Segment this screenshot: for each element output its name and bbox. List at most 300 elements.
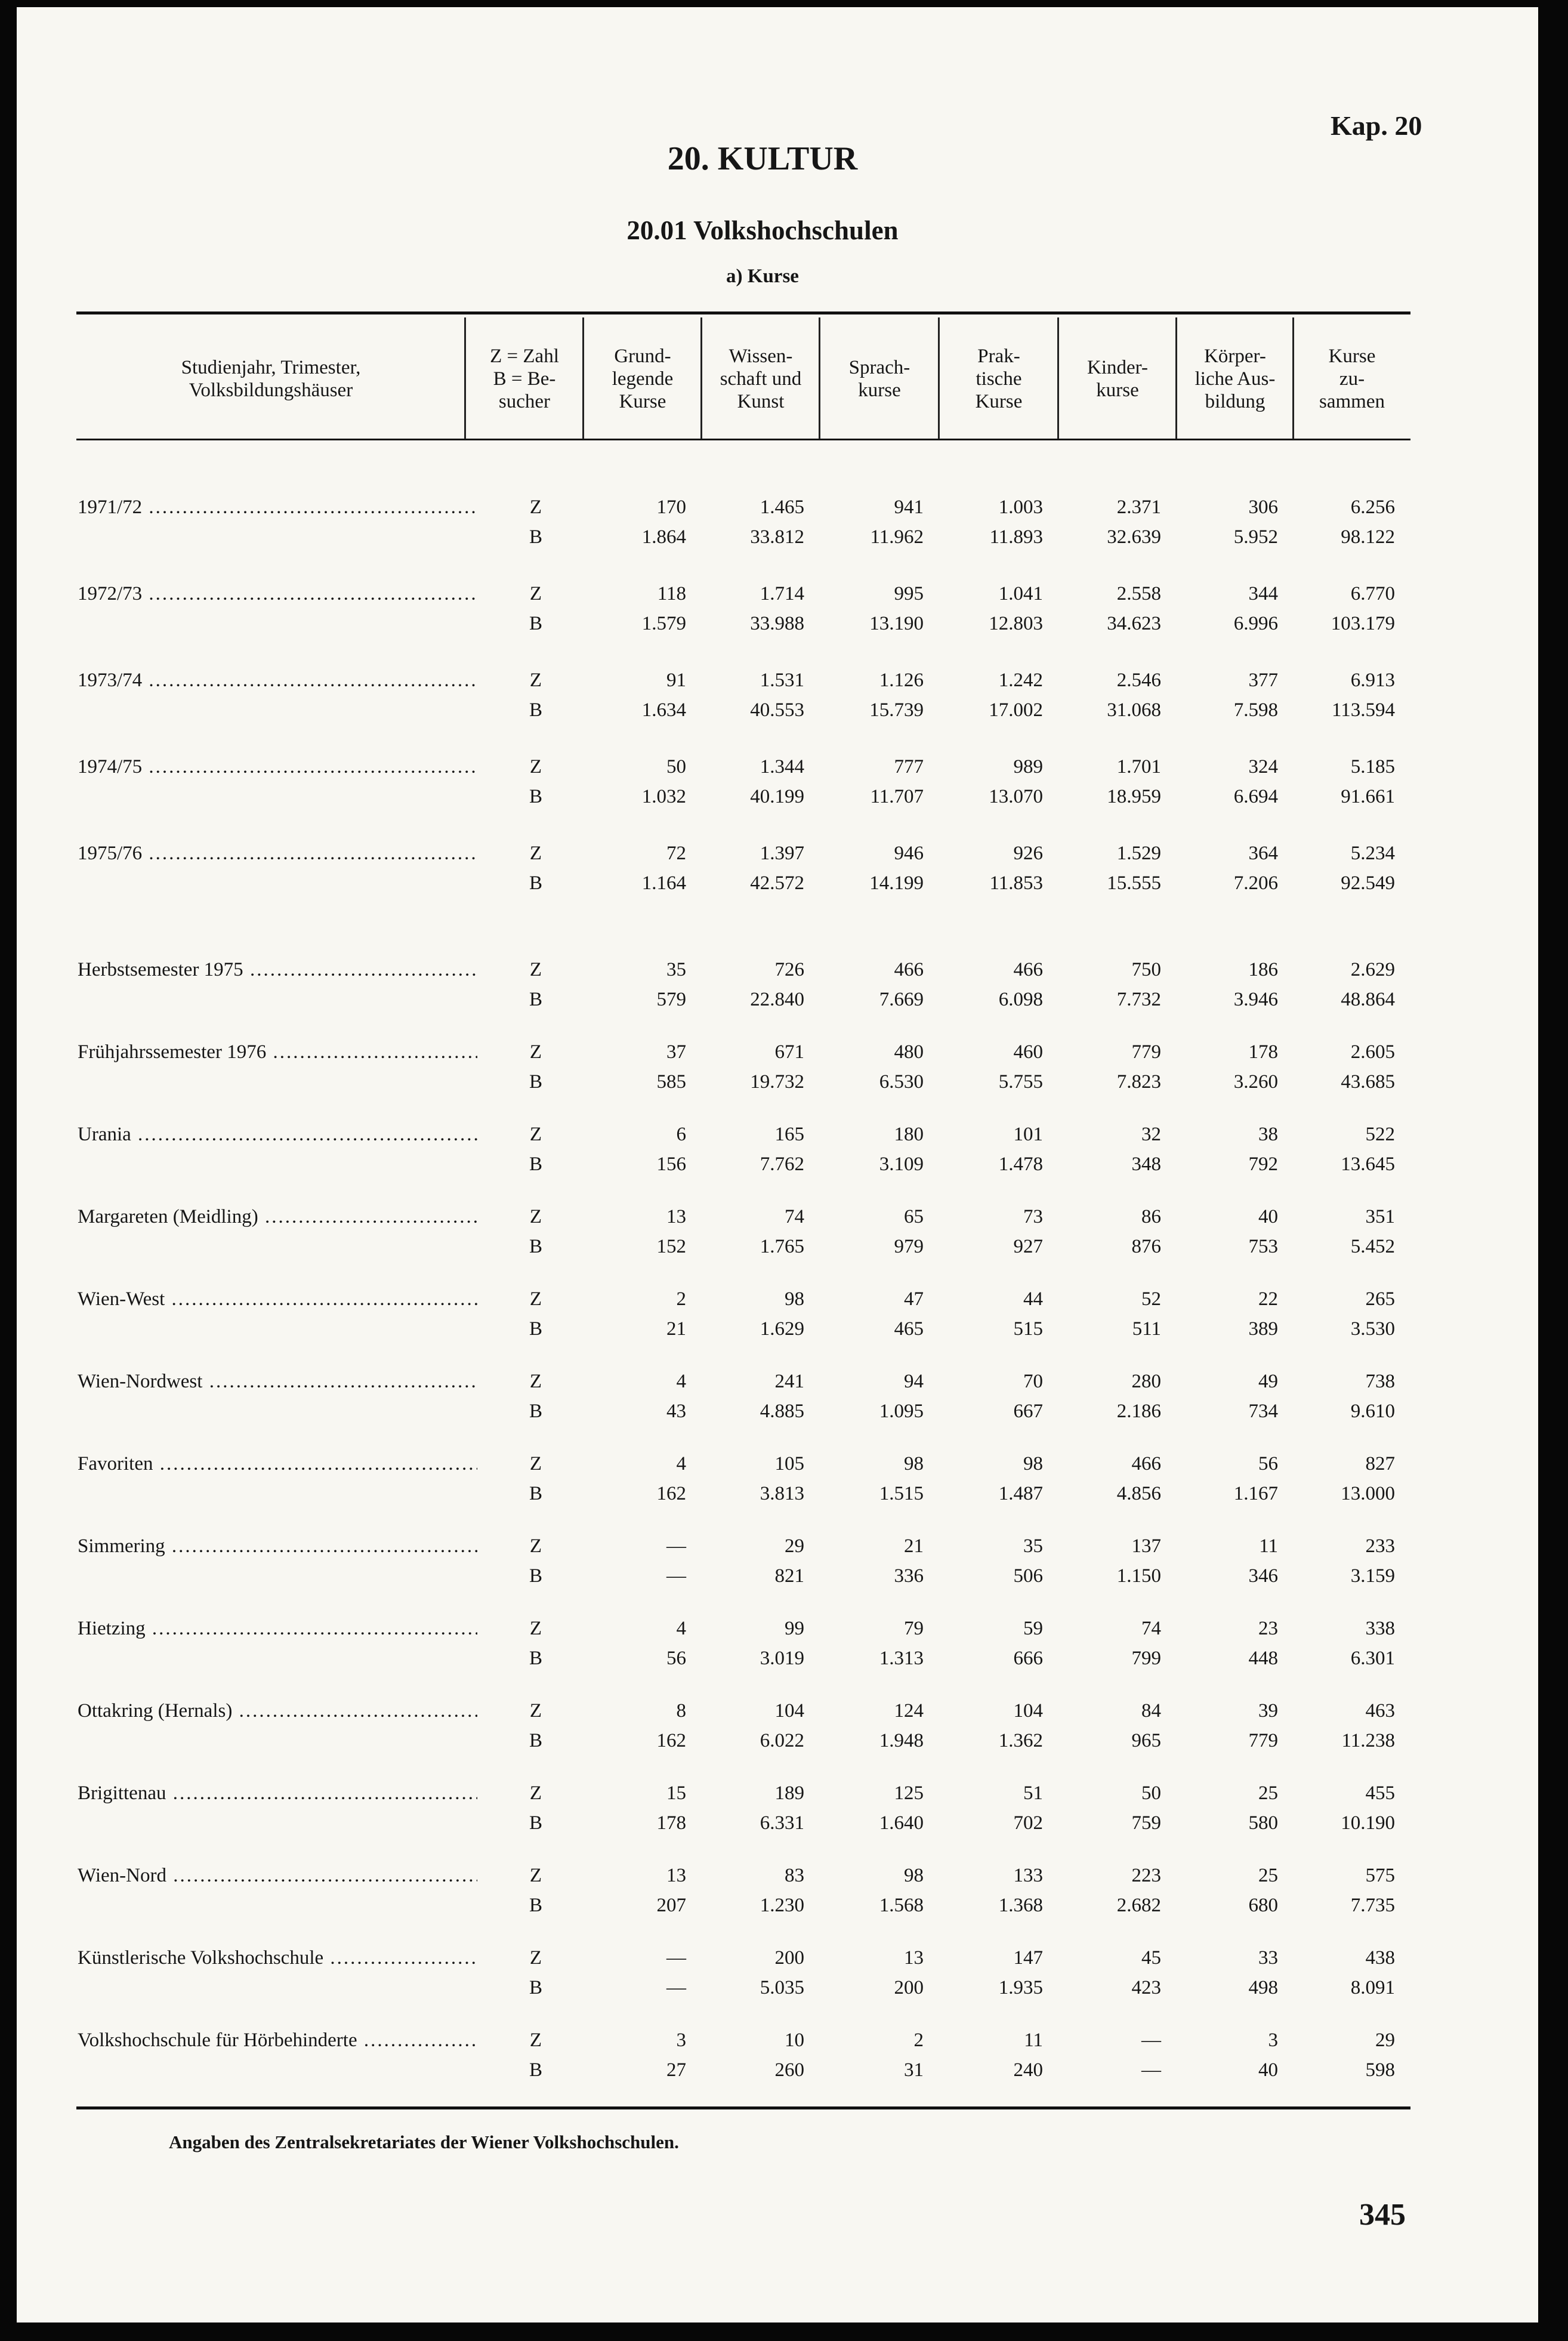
table-cell: 200: [774, 1947, 804, 1969]
zb-indicator: Z: [529, 1535, 542, 1557]
table-cell: 4.856: [1116, 1483, 1161, 1504]
row-label: [78, 1204, 477, 1230]
table-cell: 113.594: [1331, 699, 1395, 721]
table-cell: 59: [1023, 1618, 1043, 1639]
zb-indicator: Z: [529, 583, 542, 604]
table-cell: 448: [1248, 1648, 1278, 1669]
table-cell: 995: [894, 583, 924, 604]
column-header-1: Z = Zahl B = Be- sucher: [490, 346, 559, 412]
table-cell: 31: [904, 2059, 924, 2081]
table-cell: 7.206: [1233, 872, 1278, 894]
column-header-7: Körper- liche Aus- bildung: [1194, 346, 1276, 412]
table-cell: 72: [666, 843, 686, 864]
row-label-text: Ottakring (Hernals): [78, 1700, 233, 1722]
table-cell: 152: [656, 1236, 686, 1257]
table-cell: 170: [656, 496, 686, 518]
table-cell: 32: [1141, 1124, 1161, 1145]
table-cell: 3.530: [1350, 1318, 1395, 1340]
table-cell: 74: [1141, 1618, 1161, 1639]
table-cell: 1.529: [1116, 843, 1161, 864]
table-cell: 98: [1023, 1453, 1043, 1475]
table-cell: 98.122: [1341, 526, 1395, 548]
table-cell: 7.732: [1116, 989, 1161, 1010]
row-label-text: Künstlerische Volkshochschule: [78, 1947, 324, 1969]
column-header-5: Prak- tische Kurse: [975, 346, 1023, 412]
table-cell: 377: [1248, 670, 1278, 691]
table-cell: 827: [1365, 1453, 1395, 1475]
table-cell: 7.669: [879, 989, 924, 1010]
table-cell: 12.803: [989, 613, 1043, 634]
leader-dots: [142, 843, 477, 864]
leader-dots: [146, 1618, 477, 1639]
header-bottom-rule: [76, 439, 1410, 440]
column-divider: [700, 317, 702, 439]
table-cell: 13.000: [1341, 1483, 1395, 1504]
table-cell: 344: [1248, 583, 1278, 604]
zb-indicator: B: [529, 1730, 542, 1751]
table-cell: 14.199: [869, 872, 924, 894]
table-cell: 9.610: [1350, 1401, 1395, 1422]
table-cell: 799: [1131, 1648, 1161, 1669]
table-cell: 1.765: [760, 1236, 804, 1257]
table-cell: —: [666, 1535, 686, 1557]
row-label: [78, 667, 477, 693]
table-cell: 3.946: [1233, 989, 1278, 1010]
leader-dots: [357, 2030, 477, 2051]
table-cell: 180: [894, 1124, 924, 1145]
table-cell: 162: [656, 1483, 686, 1504]
table-cell: 3.159: [1350, 1565, 1395, 1587]
row-label-text: 1975/76: [78, 843, 143, 864]
table-cell: 86: [1141, 1206, 1161, 1227]
zb-indicator: B: [529, 1153, 542, 1175]
leader-dots: [266, 1041, 477, 1063]
table-cell: 178: [1248, 1041, 1278, 1063]
table-cell: 1.629: [760, 1318, 804, 1340]
table-cell: 5.952: [1233, 526, 1278, 548]
table-cell: 83: [785, 1865, 804, 1886]
zb-indicator: Z: [529, 1206, 542, 1227]
leader-dots: [142, 583, 477, 604]
row-label: [78, 1615, 477, 1642]
table-cell: 1.003: [998, 496, 1043, 518]
leader-dots: [165, 1535, 477, 1557]
zb-indicator: B: [529, 1318, 542, 1340]
column-header-2: Grund- legende Kurse: [612, 346, 674, 412]
table-cell: 1.487: [998, 1483, 1043, 1504]
column-divider: [819, 317, 820, 439]
table-cell: 759: [1131, 1812, 1161, 1834]
table-cell: 5.234: [1350, 843, 1395, 864]
table-cell: 1.568: [879, 1895, 924, 1916]
table-cell: 11.238: [1341, 1730, 1395, 1751]
table-cell: 50: [1141, 1782, 1161, 1804]
row-label: [78, 2027, 477, 2053]
table-cell: 1.634: [641, 699, 686, 721]
table-cell: 33: [1258, 1947, 1278, 1969]
table-cell: 19.732: [750, 1071, 804, 1093]
table-cell: 17.002: [989, 699, 1043, 721]
table-cell: 979: [894, 1236, 924, 1257]
table-cell: 91: [666, 670, 686, 691]
table-cell: 13.645: [1341, 1153, 1395, 1175]
table-cell: 51: [1023, 1782, 1043, 1804]
table-cell: 498: [1248, 1977, 1278, 1998]
table-cell: 162: [656, 1730, 686, 1751]
table-cell: 2: [676, 1288, 686, 1310]
table-cell: 2.682: [1116, 1895, 1161, 1916]
leader-dots: [323, 1947, 477, 1969]
table-cell: 7.598: [1233, 699, 1278, 721]
table-cell: 94: [904, 1371, 924, 1392]
zb-indicator: Z: [529, 1371, 542, 1392]
table-cell: 2.546: [1116, 670, 1161, 691]
table-cell: 13.070: [989, 786, 1043, 807]
table-cell: 13.190: [869, 613, 924, 634]
table-cell: 35: [1023, 1535, 1043, 1557]
table-cell: 101: [1013, 1124, 1043, 1145]
table-cell: 779: [1131, 1041, 1161, 1063]
row-label: [78, 1533, 477, 1559]
column-header-8: Kurse zu- sammen: [1319, 346, 1385, 412]
table-cell: 3.019: [760, 1648, 804, 1669]
table-cell: 165: [774, 1124, 804, 1145]
table-cell: —: [666, 1977, 686, 1998]
leader-dots: [165, 1288, 477, 1310]
table-cell: 280: [1131, 1371, 1161, 1392]
row-label-text: Hietzing: [78, 1618, 146, 1639]
table-cell: 103.179: [1331, 613, 1395, 634]
table-cell: 11: [1259, 1535, 1278, 1557]
table-cell: 32.639: [1107, 526, 1161, 548]
row-label: [78, 1121, 477, 1148]
table-cell: 11.707: [870, 786, 924, 807]
table-cell: 2: [913, 2030, 924, 2051]
zb-indicator: B: [529, 1071, 542, 1093]
table-cell: 39: [1258, 1700, 1278, 1722]
table-cell: 348: [1131, 1153, 1161, 1175]
table-cell: 22: [1258, 1288, 1278, 1310]
table-cell: 1.313: [879, 1648, 924, 1669]
table-cell: 3: [1268, 2030, 1278, 2051]
table-cell: 21: [666, 1318, 686, 1340]
table-cell: 11.853: [989, 872, 1043, 894]
table-cell: 777: [894, 756, 924, 778]
zb-indicator: B: [529, 699, 542, 721]
table-cell: 11.962: [870, 526, 924, 548]
row-label-text: Herbstsemester 1975: [78, 959, 243, 980]
row-label-text: Volkshochschule für Hörbehinderte: [78, 2030, 357, 2051]
table-cell: 98: [904, 1453, 924, 1475]
column-divider: [582, 317, 584, 439]
table-cell: 1.126: [879, 670, 924, 691]
column-divider: [464, 317, 466, 439]
table-cell: 438: [1365, 1947, 1395, 1969]
table-cell: 233: [1365, 1535, 1395, 1557]
table-cell: 15.739: [869, 699, 924, 721]
table-cell: 466: [1131, 1453, 1161, 1475]
table-cell: 27: [666, 2059, 686, 2081]
table-cell: 7.823: [1116, 1071, 1161, 1093]
table-cell: 98: [904, 1865, 924, 1886]
zb-indicator: B: [529, 872, 542, 894]
column-divider: [938, 317, 940, 439]
leader-dots: [142, 496, 477, 518]
table-cell: 364: [1248, 843, 1278, 864]
row-label: [78, 840, 477, 866]
zb-indicator: B: [529, 613, 542, 634]
table-cell: 1.230: [760, 1895, 804, 1916]
column-header-3: Wissen- schaft und Kunst: [720, 346, 802, 412]
zb-indicator: B: [529, 1977, 542, 1998]
column-divider: [1292, 317, 1294, 439]
table-cell: 4: [676, 1453, 686, 1475]
zb-indicator: B: [529, 1565, 542, 1587]
table-cell: —: [666, 1947, 686, 1969]
table-bottom-rule: [76, 2106, 1410, 2109]
table-cell: 6.022: [760, 1730, 804, 1751]
table-cell: 92.549: [1341, 872, 1395, 894]
leader-dots: [142, 670, 477, 691]
row-label-text: Favoriten: [78, 1453, 153, 1475]
table-cell: 792: [1248, 1153, 1278, 1175]
table-cell: 4: [676, 1618, 686, 1639]
row-label: [78, 1039, 477, 1065]
table-cell: 15: [666, 1782, 686, 1804]
table-cell: 29: [785, 1535, 804, 1557]
table-cell: 118: [657, 583, 686, 604]
table-cell: 738: [1365, 1371, 1395, 1392]
table-cell: 5.755: [998, 1071, 1043, 1093]
table-cell: 79: [904, 1618, 924, 1639]
section-title: 20.01 Volkshochschulen: [626, 215, 899, 245]
table-cell: 1.041: [998, 583, 1043, 604]
row-label: [78, 1286, 477, 1312]
zb-indicator: Z: [529, 1453, 542, 1475]
table-cell: 13: [666, 1865, 686, 1886]
zb-indicator: B: [529, 2059, 542, 2081]
zb-indicator: B: [529, 1648, 542, 1669]
table-cell: 575: [1365, 1865, 1395, 1886]
table-cell: 1.701: [1116, 756, 1161, 778]
table-cell: 44: [1023, 1288, 1043, 1310]
table-cell: 124: [894, 1700, 924, 1722]
row-label: [78, 1451, 477, 1477]
table-cell: 1.397: [760, 843, 804, 864]
table-cell: 1.095: [879, 1401, 924, 1422]
row-label: [78, 754, 477, 780]
table-cell: 2.371: [1116, 496, 1161, 518]
table-cell: 6.256: [1350, 496, 1395, 518]
subsection-title: a) Kurse: [726, 266, 799, 287]
table-cell: 3.813: [760, 1483, 804, 1504]
table-cell: 946: [894, 843, 924, 864]
table-cell: 34.623: [1107, 613, 1161, 634]
row-label-text: Margareten (Meidling): [78, 1206, 258, 1227]
table-cell: 1.515: [879, 1483, 924, 1504]
table-cell: 40.199: [750, 786, 804, 807]
table-cell: 22.840: [750, 989, 804, 1010]
table-cell: 455: [1365, 1782, 1395, 1804]
table-cell: 147: [1013, 1947, 1043, 1969]
table-cell: 1.465: [760, 496, 804, 518]
table-cell: 726: [774, 959, 804, 980]
table-cell: 4: [676, 1371, 686, 1392]
table-cell: 42.572: [750, 872, 804, 894]
table-cell: 6.098: [998, 989, 1043, 1010]
table-cell: 40: [1258, 1206, 1278, 1227]
table-cell: 133: [1013, 1865, 1043, 1886]
table-cell: 137: [1131, 1535, 1161, 1557]
leader-dots: [166, 1782, 477, 1804]
table-cell: 1.242: [998, 670, 1043, 691]
table-cell: 5.185: [1350, 756, 1395, 778]
row-label-text: 1972/73: [78, 583, 143, 604]
table-cell: 480: [894, 1041, 924, 1063]
row-label-text: Frühjahrssemester 1976: [78, 1041, 267, 1063]
zb-indicator: B: [529, 989, 542, 1010]
table-cell: 40.553: [750, 699, 804, 721]
table-cell: 753: [1248, 1236, 1278, 1257]
page-title: 20. KULTUR: [667, 140, 858, 177]
table-cell: 579: [656, 989, 686, 1010]
table-cell: 29: [1375, 2030, 1395, 2051]
table-cell: 105: [774, 1453, 804, 1475]
table-cell: 99: [785, 1618, 804, 1639]
table-cell: 1.935: [998, 1977, 1043, 1998]
table-cell: 3.260: [1233, 1071, 1278, 1093]
table-cell: 38: [1258, 1124, 1278, 1145]
table-cell: 306: [1248, 496, 1278, 518]
table-cell: 876: [1131, 1236, 1161, 1257]
table-cell: 98: [785, 1288, 804, 1310]
page: [17, 7, 1538, 2323]
table-cell: 2.558: [1116, 583, 1161, 604]
table-cell: 13: [666, 1206, 686, 1227]
zb-indicator: Z: [529, 1618, 542, 1639]
table-cell: 463: [1365, 1700, 1395, 1722]
table-cell: 926: [1013, 843, 1043, 864]
zb-indicator: B: [529, 1401, 542, 1422]
row-label: [78, 1780, 477, 1806]
row-label-text: Simmering: [78, 1535, 165, 1557]
table-cell: —: [1141, 2030, 1161, 2051]
table-cell: 336: [894, 1565, 924, 1587]
table-cell: 6.331: [760, 1812, 804, 1834]
table-cell: 6.996: [1233, 613, 1278, 634]
table-cell: 74: [785, 1206, 804, 1227]
table-cell: 7.762: [760, 1153, 804, 1175]
table-cell: 671: [774, 1041, 804, 1063]
table-cell: 260: [774, 2059, 804, 2081]
row-label: [78, 581, 477, 607]
table-cell: 8.091: [1350, 1977, 1395, 1998]
table-cell: 1.948: [879, 1730, 924, 1751]
table-cell: 750: [1131, 959, 1161, 980]
table-cell: 223: [1131, 1865, 1161, 1886]
leader-dots: [153, 1453, 477, 1475]
table-cell: 6.913: [1350, 670, 1395, 691]
table-cell: 241: [774, 1371, 804, 1392]
row-label: [78, 1368, 477, 1395]
table-cell: 2.629: [1350, 959, 1395, 980]
row-label-text: 1973/74: [78, 670, 143, 691]
table-cell: 104: [1013, 1700, 1043, 1722]
table-cell: 265: [1365, 1288, 1395, 1310]
table-cell: 389: [1248, 1318, 1278, 1340]
table-cell: 6.301: [1350, 1648, 1395, 1669]
table-cell: 465: [894, 1318, 924, 1340]
column-header-6: Kinder- kurse: [1087, 357, 1148, 401]
leader-dots: [243, 959, 477, 980]
leader-dots: [166, 1865, 477, 1886]
table-cell: 466: [1013, 959, 1043, 980]
table-cell: 43.685: [1341, 1071, 1395, 1093]
table-cell: 10.190: [1341, 1812, 1395, 1834]
zb-indicator: Z: [529, 2030, 542, 2051]
table-cell: 941: [894, 496, 924, 518]
row-label: [78, 1945, 477, 1971]
table-cell: 21: [904, 1535, 924, 1557]
zb-indicator: Z: [529, 1041, 542, 1063]
table-cell: 8: [676, 1700, 686, 1722]
row-label-text: 1971/72: [78, 496, 143, 518]
table-cell: 52: [1141, 1288, 1161, 1310]
leader-dots: [142, 756, 477, 778]
table-cell: 25: [1258, 1865, 1278, 1886]
row-label-text: Urania: [78, 1124, 131, 1145]
row-label: [78, 1698, 477, 1724]
table-cell: 734: [1248, 1401, 1278, 1422]
zb-indicator: B: [529, 786, 542, 807]
table-cell: 47: [904, 1288, 924, 1310]
zb-indicator: Z: [529, 843, 542, 864]
table-cell: 70: [1023, 1371, 1043, 1392]
table-cell: 324: [1248, 756, 1278, 778]
source-note: Angaben des Zentralsekretariates der Wiener Volkshochschulen.: [169, 2132, 679, 2152]
zb-indicator: B: [529, 1236, 542, 1257]
zb-indicator: B: [529, 1483, 542, 1504]
table-cell: 1.167: [1233, 1483, 1278, 1504]
leader-dots: [232, 1700, 477, 1722]
table-cell: 23: [1258, 1618, 1278, 1639]
table-cell: 56: [666, 1648, 686, 1669]
table-cell: 240: [1013, 2059, 1043, 2081]
table-top-rule: [76, 311, 1410, 314]
zb-indicator: Z: [529, 1865, 542, 1886]
table-cell: 1.640: [879, 1812, 924, 1834]
table-cell: 104: [774, 1700, 804, 1722]
table-cell: 33.988: [750, 613, 804, 634]
table-cell: 460: [1013, 1041, 1043, 1063]
leader-dots: [131, 1124, 477, 1145]
zb-indicator: Z: [529, 1288, 542, 1310]
table-cell: 506: [1013, 1565, 1043, 1587]
zb-indicator: Z: [529, 1700, 542, 1722]
table-cell: 1.579: [641, 613, 686, 634]
table-cell: 1.531: [760, 670, 804, 691]
table-cell: 6.770: [1350, 583, 1395, 604]
table-cell: 580: [1248, 1812, 1278, 1834]
table-cell: 1.344: [760, 756, 804, 778]
table-cell: 1.150: [1116, 1565, 1161, 1587]
zb-indicator: Z: [529, 1124, 542, 1145]
table-cell: 1.714: [760, 583, 804, 604]
table-cell: 45: [1141, 1947, 1161, 1969]
table-cell: 6.530: [879, 1071, 924, 1093]
leader-dots: [202, 1371, 477, 1392]
table-cell: 18.959: [1107, 786, 1161, 807]
